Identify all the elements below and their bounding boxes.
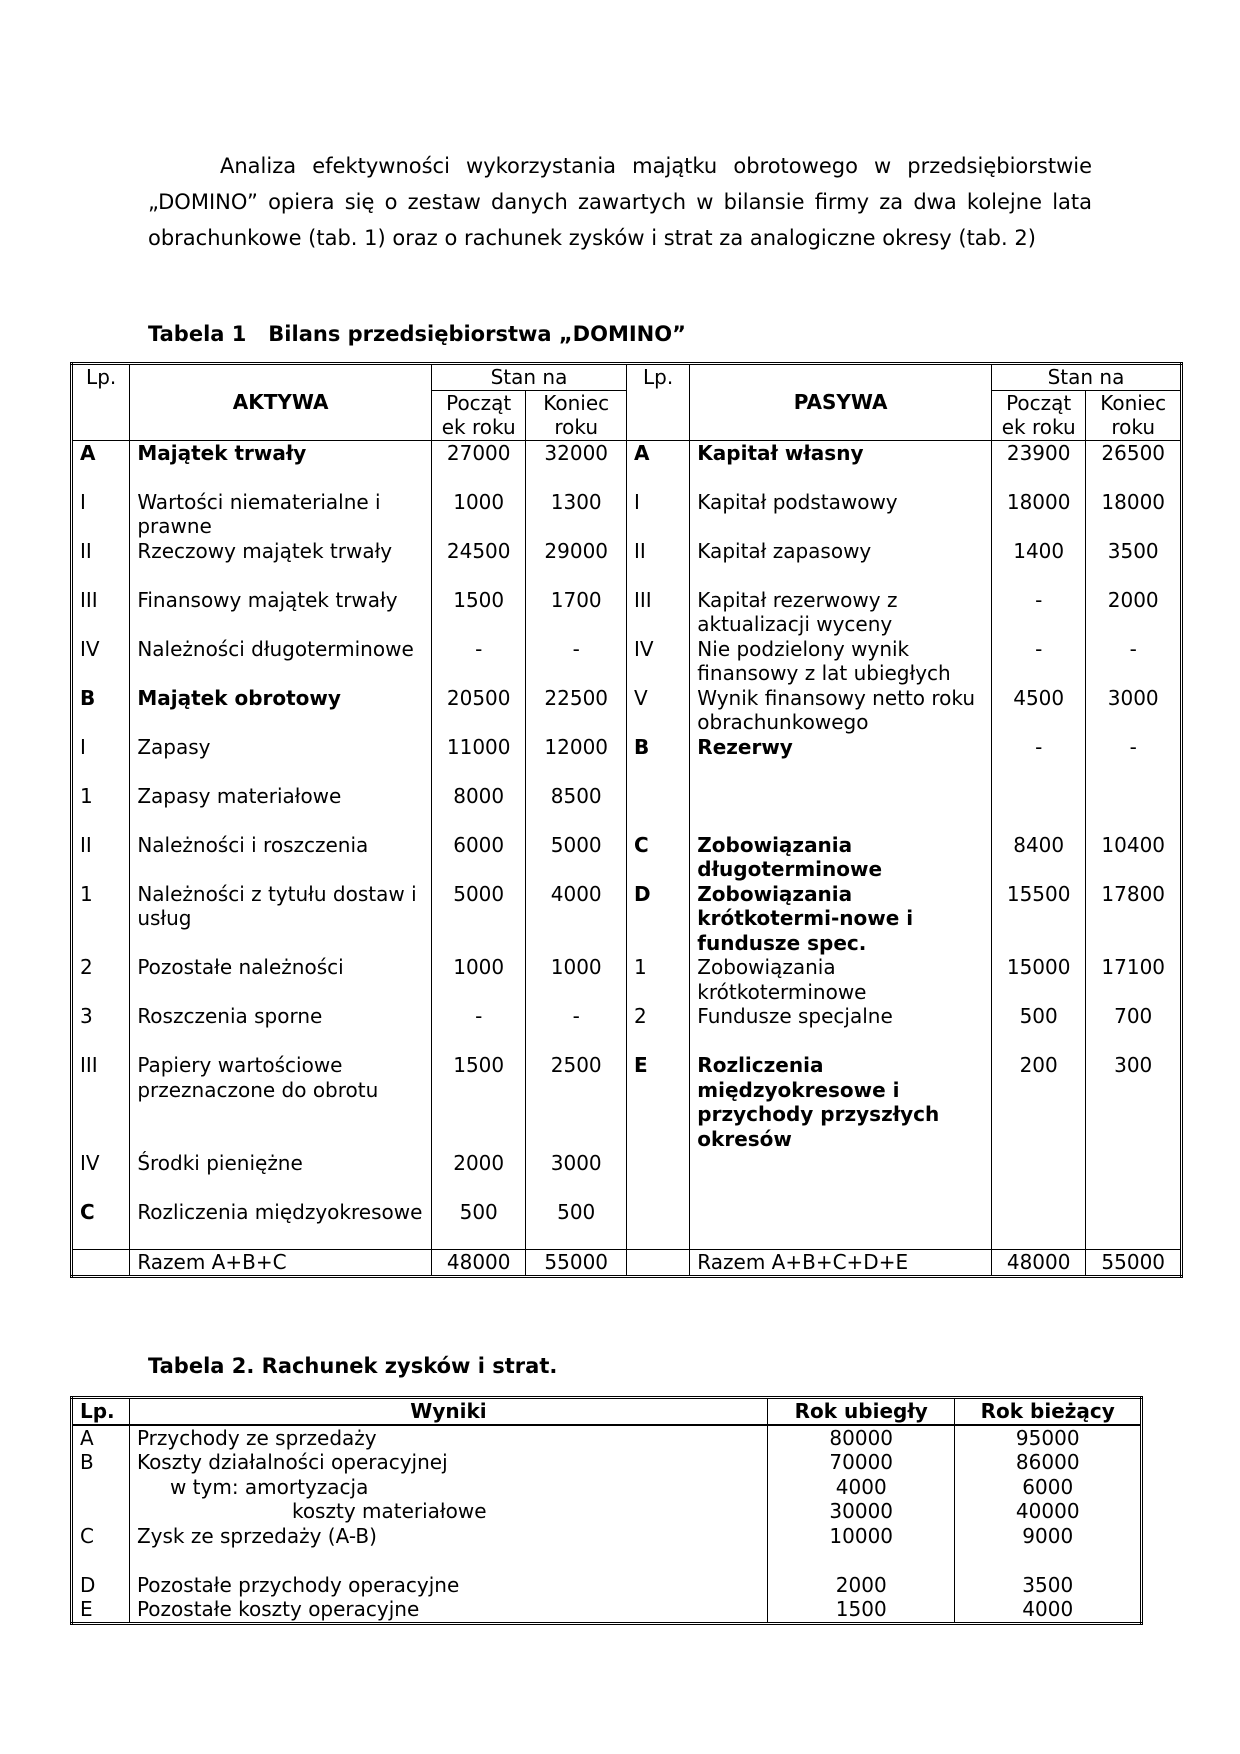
aktywa-lp: IV	[72, 637, 130, 686]
pasywa-name	[690, 1151, 992, 1200]
aktywa-poczatek: 1000	[431, 955, 526, 1004]
aktywa-lp: I	[72, 490, 130, 539]
pasywa-lp: V	[626, 686, 689, 735]
balance-row	[72, 1004, 1182, 1053]
aktywa-name: Środki pieniężne	[130, 1151, 432, 1200]
balance-total-row	[72, 1250, 1182, 1277]
t2-header-rok-biezacy: Rok bieżący	[955, 1398, 1142, 1425]
total-aktywa-poczatek: 48000	[431, 1250, 526, 1277]
pasywa-koniec: 300	[1086, 1053, 1182, 1151]
aktywa-name: Zapasy	[130, 735, 432, 784]
pasywa-name: Rozliczenia międzyokresowe i przychody przyszłych okresów	[690, 1053, 992, 1151]
pasywa-poczatek	[991, 1200, 1086, 1250]
aktywa-poczatek: 500	[431, 1200, 526, 1250]
aktywa-koniec: 500	[526, 1200, 627, 1250]
header-aktywa: AKTYWA	[130, 364, 432, 441]
total-empty-cell	[626, 1250, 689, 1277]
income-curr: 95000	[955, 1425, 1142, 1451]
pasywa-lp: C	[626, 833, 689, 882]
pasywa-lp: D	[626, 882, 689, 956]
t2-header-wyniki: Wyniki	[129, 1398, 767, 1425]
aktywa-name: Zapasy materiałowe	[130, 784, 432, 833]
pasywa-poczatek: -	[991, 588, 1086, 637]
income-statement-table	[70, 1396, 1143, 1625]
balance-row	[72, 1151, 1182, 1200]
pasywa-name	[690, 784, 992, 833]
header-koniec-pasywa: Koniec roku	[1086, 390, 1182, 440]
aktywa-koniec: 32000	[526, 440, 627, 490]
income-row	[72, 1499, 1142, 1524]
pasywa-koniec: 700	[1086, 1004, 1182, 1053]
income-item: koszty materiałowe	[129, 1499, 767, 1524]
aktywa-lp: II	[72, 539, 130, 588]
aktywa-name: Majątek trwały	[130, 440, 432, 490]
table1-caption: Tabela 1 Bilans przedsiębiorstwa „DOMINO”	[148, 322, 686, 346]
aktywa-koniec: -	[526, 1004, 627, 1053]
aktywa-koniec: 3000	[526, 1151, 627, 1200]
pasywa-poczatek: -	[991, 637, 1086, 686]
balance-row	[72, 440, 1182, 490]
balance-row	[72, 882, 1182, 956]
header-lp-aktywa: Lp.	[72, 364, 130, 441]
aktywa-lp: A	[72, 440, 130, 490]
pasywa-koniec: 18000	[1086, 490, 1182, 539]
aktywa-name: Pozostałe należności	[130, 955, 432, 1004]
pasywa-name: Wynik finansowy netto roku obrachunkowego	[690, 686, 992, 735]
aktywa-lp: III	[72, 1053, 130, 1151]
income-item: Przychody ze sprzedaży	[129, 1425, 767, 1451]
income-prev: 70000	[767, 1450, 954, 1475]
pasywa-koniec: 3000	[1086, 686, 1182, 735]
balance-row	[72, 539, 1182, 588]
income-curr: 3500	[955, 1573, 1142, 1598]
pasywa-koniec: 3500	[1086, 539, 1182, 588]
aktywa-lp: C	[72, 1200, 130, 1250]
pasywa-koniec: 26500	[1086, 440, 1182, 490]
total-pasywa-label: Razem A+B+C+D+E	[690, 1250, 992, 1277]
aktywa-poczatek: 27000	[431, 440, 526, 490]
income-lp: E	[72, 1597, 130, 1623]
income-item: Zysk ze sprzedaży (A-B)	[129, 1524, 767, 1573]
income-item: Pozostałe przychody operacyjne	[129, 1573, 767, 1598]
income-lp: C	[72, 1524, 130, 1573]
aktywa-koniec: 1000	[526, 955, 627, 1004]
table2-caption: Tabela 2. Rachunek zysków i strat.	[148, 1354, 558, 1378]
income-row	[72, 1425, 1142, 1451]
income-prev: 10000	[767, 1524, 954, 1573]
header-pasywa: PASYWA	[690, 364, 992, 441]
balance-row	[72, 686, 1182, 735]
header-poczatek-pasywa: Począt ek roku	[991, 390, 1086, 440]
total-empty-cell	[72, 1250, 130, 1277]
pasywa-koniec: -	[1086, 637, 1182, 686]
balance-row	[72, 833, 1182, 882]
pasywa-poczatek: 8400	[991, 833, 1086, 882]
total-aktywa-koniec: 55000	[526, 1250, 627, 1277]
pasywa-lp: E	[626, 1053, 689, 1151]
t2-header-rok-ubiegly: Rok ubiegły	[767, 1398, 954, 1425]
aktywa-lp: IV	[72, 1151, 130, 1200]
pasywa-lp	[626, 784, 689, 833]
aktywa-koniec: 8500	[526, 784, 627, 833]
income-item: w tym: amortyzacja	[129, 1475, 767, 1500]
header-lp-pasywa: Lp.	[626, 364, 689, 441]
intro-paragraph	[148, 148, 1092, 256]
pasywa-name: Rezerwy	[690, 735, 992, 784]
pasywa-name: Kapitał podstawowy	[690, 490, 992, 539]
income-prev: 80000	[767, 1425, 954, 1451]
header-stan-na-aktywa: Stan na	[431, 364, 626, 391]
pasywa-poczatek: 4500	[991, 686, 1086, 735]
total-pasywa-koniec: 55000	[1086, 1250, 1182, 1277]
pasywa-koniec	[1086, 1200, 1182, 1250]
income-row	[72, 1524, 1142, 1573]
pasywa-koniec	[1086, 784, 1182, 833]
balance-row	[72, 784, 1182, 833]
income-item: Koszty działalności operacyjnej	[129, 1450, 767, 1475]
pasywa-lp	[626, 1200, 689, 1250]
pasywa-name: Zobowiązania długoterminowe	[690, 833, 992, 882]
aktywa-poczatek: 6000	[431, 833, 526, 882]
pasywa-koniec: 2000	[1086, 588, 1182, 637]
balance-row	[72, 490, 1182, 539]
aktywa-poczatek: 1000	[431, 490, 526, 539]
aktywa-lp: B	[72, 686, 130, 735]
pasywa-poczatek: -	[991, 735, 1086, 784]
balance-row	[72, 1200, 1182, 1250]
aktywa-koniec: 22500	[526, 686, 627, 735]
pasywa-poczatek: 15000	[991, 955, 1086, 1004]
pasywa-lp: B	[626, 735, 689, 784]
income-curr: 86000	[955, 1450, 1142, 1475]
aktywa-poczatek: -	[431, 1004, 526, 1053]
aktywa-koniec: 1300	[526, 490, 627, 539]
pasywa-poczatek: 15500	[991, 882, 1086, 956]
aktywa-koniec: 12000	[526, 735, 627, 784]
balance-row	[72, 637, 1182, 686]
pasywa-poczatek: 23900	[991, 440, 1086, 490]
balance-row	[72, 588, 1182, 637]
pasywa-koniec: 17800	[1086, 882, 1182, 956]
pasywa-poczatek: 1400	[991, 539, 1086, 588]
pasywa-name	[690, 1200, 992, 1250]
aktywa-name: Wartości niematerialne i prawne	[130, 490, 432, 539]
balance-row	[72, 1053, 1182, 1151]
income-lp	[72, 1475, 130, 1500]
aktywa-poczatek: 8000	[431, 784, 526, 833]
aktywa-name: Papiery wartościowe przeznaczone do obrotu	[130, 1053, 432, 1151]
aktywa-koniec: 5000	[526, 833, 627, 882]
income-row	[72, 1450, 1142, 1475]
pasywa-name: Zobowiązania krótkotermi-nowe i fundusze spec.	[690, 882, 992, 956]
pasywa-name: Nie podzielony wynik finansowy z lat ubiegłych	[690, 637, 992, 686]
income-curr: 9000	[955, 1524, 1142, 1573]
income-curr: 6000	[955, 1475, 1142, 1500]
aktywa-poczatek: 11000	[431, 735, 526, 784]
aktywa-name: Rzeczowy majątek trwały	[130, 539, 432, 588]
aktywa-koniec: -	[526, 637, 627, 686]
pasywa-lp	[626, 1151, 689, 1200]
income-prev: 2000	[767, 1573, 954, 1598]
income-prev: 4000	[767, 1475, 954, 1500]
pasywa-koniec: 17100	[1086, 955, 1182, 1004]
pasywa-lp: A	[626, 440, 689, 490]
income-item: Pozostałe koszty operacyjne	[129, 1597, 767, 1623]
aktywa-name: Należności z tytułu dostaw i usług	[130, 882, 432, 956]
aktywa-lp: 1	[72, 882, 130, 956]
pasywa-name: Kapitał rezerwowy z aktualizacji wyceny	[690, 588, 992, 637]
total-aktywa-label: Razem A+B+C	[130, 1250, 432, 1277]
pasywa-koniec	[1086, 1151, 1182, 1200]
income-prev: 30000	[767, 1499, 954, 1524]
aktywa-name: Rozliczenia międzyokresowe	[130, 1200, 432, 1250]
aktywa-lp: 1	[72, 784, 130, 833]
pasywa-name: Zobowiązania krótkoterminowe	[690, 955, 992, 1004]
aktywa-lp: II	[72, 833, 130, 882]
pasywa-lp: 1	[626, 955, 689, 1004]
header-stan-na-pasywa: Stan na	[991, 364, 1181, 391]
aktywa-name: Roszczenia sporne	[130, 1004, 432, 1053]
balance-sheet-body	[72, 440, 1182, 1277]
aktywa-poczatek: 5000	[431, 882, 526, 956]
aktywa-poczatek: 20500	[431, 686, 526, 735]
balance-sheet-table	[70, 362, 1183, 1278]
pasywa-lp: 2	[626, 1004, 689, 1053]
pasywa-poczatek	[991, 784, 1086, 833]
aktywa-lp: 2	[72, 955, 130, 1004]
pasywa-name: Kapitał zapasowy	[690, 539, 992, 588]
intro-text: Analiza efektywności wykorzystania majątku obrotowego w przedsiębiorstwie „DOMINO” opiera się o zestaw danych zawartych w bilansie firmy za dwa kolejne lata obrachunkowe (tab. 1) oraz o rachunek zysków i strat za analogiczne okresy (tab. 2)	[148, 154, 1092, 250]
income-lp	[72, 1499, 130, 1524]
aktywa-poczatek: 1500	[431, 588, 526, 637]
pasywa-koniec: 10400	[1086, 833, 1182, 882]
income-lp: B	[72, 1450, 130, 1475]
income-curr: 40000	[955, 1499, 1142, 1524]
aktywa-koniec: 1700	[526, 588, 627, 637]
pasywa-poczatek	[991, 1151, 1086, 1200]
aktywa-poczatek: -	[431, 637, 526, 686]
pasywa-poczatek: 18000	[991, 490, 1086, 539]
aktywa-koniec: 2500	[526, 1053, 627, 1151]
total-pasywa-poczatek: 48000	[991, 1250, 1086, 1277]
aktywa-koniec: 29000	[526, 539, 627, 588]
balance-row	[72, 735, 1182, 784]
income-lp: A	[72, 1425, 130, 1451]
aktywa-lp: I	[72, 735, 130, 784]
aktywa-lp: 3	[72, 1004, 130, 1053]
income-lp: D	[72, 1573, 130, 1598]
pasywa-lp: II	[626, 539, 689, 588]
aktywa-koniec: 4000	[526, 882, 627, 956]
pasywa-name: Kapitał własny	[690, 440, 992, 490]
header-koniec-aktywa: Koniec roku	[526, 390, 627, 440]
aktywa-poczatek: 24500	[431, 539, 526, 588]
aktywa-poczatek: 2000	[431, 1151, 526, 1200]
pasywa-lp: III	[626, 588, 689, 637]
aktywa-name: Majątek obrotowy	[130, 686, 432, 735]
aktywa-poczatek: 1500	[431, 1053, 526, 1151]
income-row	[72, 1475, 1142, 1500]
t2-header-lp: Lp.	[72, 1398, 130, 1425]
aktywa-name: Finansowy majątek trwały	[130, 588, 432, 637]
pasywa-lp: IV	[626, 637, 689, 686]
income-statement-body	[72, 1425, 1142, 1624]
pasywa-poczatek: 200	[991, 1053, 1086, 1151]
income-row	[72, 1573, 1142, 1598]
pasywa-name: Fundusze specjalne	[690, 1004, 992, 1053]
income-row	[72, 1597, 1142, 1623]
aktywa-name: Należności długoterminowe	[130, 637, 432, 686]
aktywa-lp: III	[72, 588, 130, 637]
pasywa-lp: I	[626, 490, 689, 539]
income-curr: 4000	[955, 1597, 1142, 1623]
income-prev: 1500	[767, 1597, 954, 1623]
header-poczatek-aktywa: Począt ek roku	[431, 390, 526, 440]
pasywa-koniec: -	[1086, 735, 1182, 784]
balance-row	[72, 955, 1182, 1004]
aktywa-name: Należności i roszczenia	[130, 833, 432, 882]
pasywa-poczatek: 500	[991, 1004, 1086, 1053]
